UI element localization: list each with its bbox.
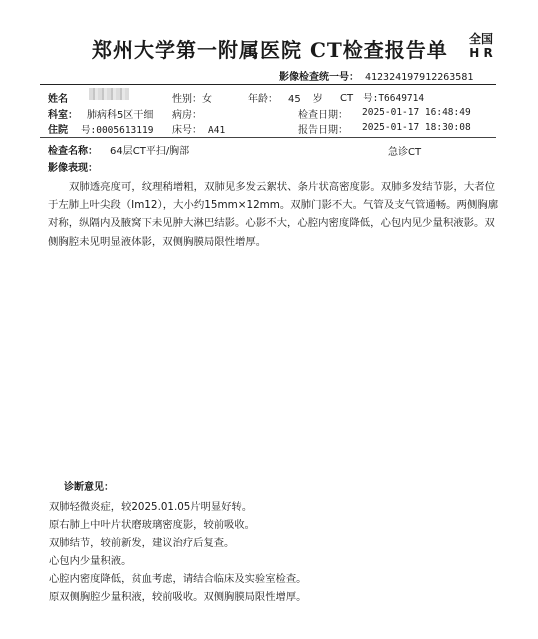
image-number-value: 412324197912263581 — [365, 72, 474, 83]
diagnosis-line: 双肺轻微炎症，较2025.01.05片明显好转。 — [49, 501, 253, 513]
exam-name-value: 64层CT平扫/胸部 — [110, 146, 190, 157]
bed-label: 床号： — [172, 125, 202, 136]
dept-label: 科室： — [48, 110, 78, 121]
age-field — [248, 90, 323, 105]
header-divider — [40, 84, 496, 85]
ct-field — [340, 90, 424, 104]
exam-date-label: 检查日期： — [298, 110, 348, 121]
report-date-label: 报告日期： — [298, 125, 348, 136]
diagnosis-line: 原右肺上中叶片状磨玻璃密度影，较前吸收。 — [49, 519, 255, 531]
age-unit: 岁 — [312, 94, 323, 105]
inpatient-number: 号:0005613119 — [81, 125, 154, 136]
report-title: 郑州大学第一附属医院 CT检查报告单 — [92, 38, 448, 62]
exam-name-label: 检查名称： — [48, 146, 98, 157]
ward-label: 病房： — [172, 110, 202, 121]
diagnosis-line: 双肺结节，较前新发，建议治疗后复查。 — [49, 537, 235, 549]
ct-number: 号:T6649714 — [363, 93, 425, 104]
age-value: 45 — [288, 94, 301, 105]
age-label: 年龄： — [248, 94, 278, 105]
ct-label: CT — [340, 93, 354, 104]
diagnosis-line: 心包内少量积液。 — [49, 555, 132, 567]
sex-field — [172, 90, 212, 105]
name-label: 姓名 — [48, 94, 68, 105]
hr-mark — [469, 32, 493, 60]
image-number-label: 影像检查统一号： — [279, 72, 359, 83]
info-divider — [40, 137, 496, 138]
exam-type: 急诊CT — [388, 147, 422, 158]
bed-value: A41 — [208, 125, 226, 136]
exam-date-value: 2025-01-17 16:48:49 — [362, 107, 471, 118]
sex-value: 女 — [202, 94, 212, 105]
hr-mark-line1: 全国 — [469, 32, 494, 46]
findings-text: 双肺透亮度可，纹理稍增粗，双肺见多发云絮状、条片状高密度影。双肺多发结节影，大者位于左肺上叶尖段（Im12），大小约15mm×12mm。双肺门影不大。气管及支气管通畅。两侧胸廓对称，纵隔内及腋窝下未见肿大淋巴结影。心影不大，心腔内密度降低，心包内见少量积液影。双侧胸腔未见明显液体影，双侧胸膜局限性增厚。 — [48, 181, 499, 248]
diagnosis-line: 心腔内密度降低，贫血考虑，请结合临床及实验室检查。 — [49, 573, 307, 585]
inpatient-label: 住院 — [48, 125, 68, 136]
hr-mark-line2: H R — [469, 46, 493, 60]
diagnosis-label: 诊断意见： — [64, 482, 114, 493]
diagnosis-line: 原双侧胸腔少量积液，较前吸收。双侧胸膜局限性增厚。 — [49, 591, 307, 603]
report-date-value: 2025-01-17 18:30:08 — [362, 122, 471, 133]
findings-label: 影像表现： — [48, 163, 98, 174]
image-number — [279, 68, 473, 83]
sex-label: 性别： — [172, 94, 202, 105]
bed-field — [172, 121, 225, 136]
name-redacted — [89, 88, 129, 100]
dept-value: 肺病科5区干细 — [87, 110, 154, 121]
